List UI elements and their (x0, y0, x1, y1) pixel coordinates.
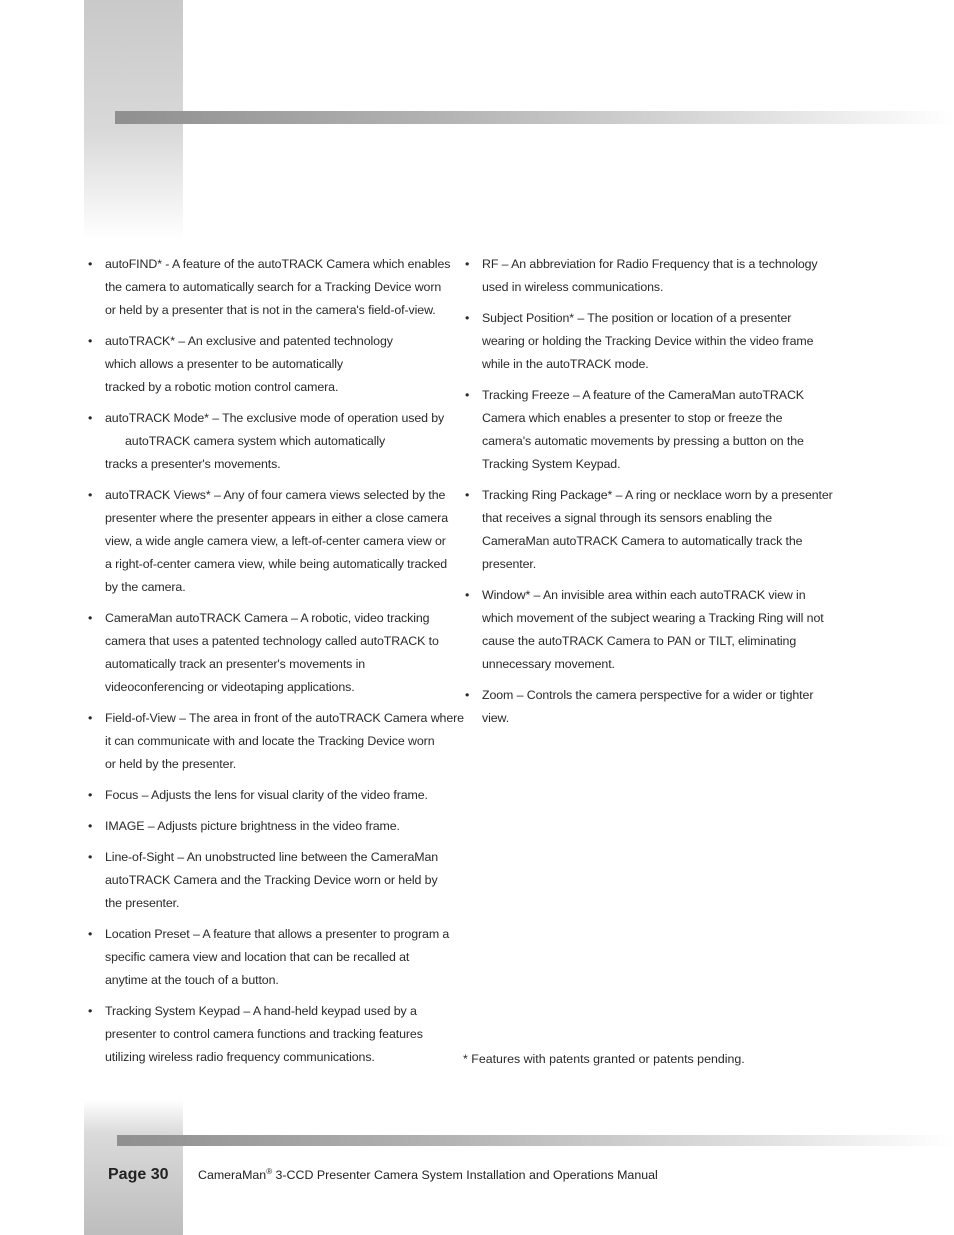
glossary-entry (88, 815, 418, 838)
bullet-icon: • (88, 257, 93, 271)
glossary-definition-line: presenter where the presenter appears in either a close camera (105, 511, 448, 525)
glossary-entry (465, 684, 814, 730)
glossary-left-column (88, 253, 464, 1077)
glossary-right-column (465, 253, 833, 738)
bullet-icon: • (465, 688, 470, 702)
glossary-definition-line: tracks a presenter's movements. (105, 457, 281, 471)
glossary-definition-line: camera's automatic movements by pressing a button on the (482, 434, 804, 448)
glossary-term-line: Window* – An invisible area within each autoTRACK view in (482, 588, 806, 602)
glossary-definition-line: view. (482, 711, 510, 725)
glossary-entry (88, 846, 439, 915)
glossary-entry (88, 484, 448, 599)
patent-footnote: * Features with patents granted or patents pending. (463, 1052, 745, 1066)
glossary-definition-line: automatically track an presenter's movements in (105, 657, 366, 671)
glossary-term-line: RF – An abbreviation for Radio Frequency that is a technology (482, 257, 818, 271)
glossary-definition-line: which allows a presenter to be automatically (105, 357, 344, 371)
bullet-icon: • (88, 334, 93, 348)
glossary-definition-line: the camera to automatically search for a Tracking Device worn (105, 280, 442, 294)
glossary-term-line: Location Preset – A feature that allows a presenter to program a (105, 927, 450, 941)
manual-title-rest: 3-CCD Presenter Camera System Installation and Operations Manual (272, 1168, 658, 1183)
bullet-icon: • (88, 927, 93, 941)
glossary-definition-line: camera that uses a patented technology called autoTRACK to (105, 634, 439, 648)
bullet-icon: • (465, 257, 470, 271)
page-number: Page 30 (108, 1166, 169, 1183)
glossary-entry (465, 384, 804, 476)
glossary-definition-line: CameraMan autoTRACK Camera to automatically track the (482, 534, 803, 548)
glossary-definition-line: Tracking System Keypad. (482, 457, 621, 471)
bullet-icon: • (88, 1004, 93, 1018)
glossary-term-line: Tracking Freeze – A feature of the CameraMan autoTRACK (482, 388, 804, 402)
glossary-definition-line: Camera which enables a presenter to stop or freeze the (482, 411, 783, 425)
glossary-definition-line: tracked by a robotic motion control camera. (105, 380, 339, 394)
glossary-term-line: Focus – Adjusts the lens for visual clarity of the video frame. (105, 788, 428, 802)
glossary-term-line: autoTRACK* – An exclusive and patented technology (105, 334, 393, 348)
glossary-term-line: autoTRACK Views* – Any of four camera views selected by the (105, 488, 446, 502)
glossary-entry (88, 1000, 423, 1069)
glossary-definition-line: presenter to control camera functions and tracking features (105, 1027, 423, 1041)
registered-mark: ® (266, 1167, 273, 1176)
bullet-icon: • (88, 788, 93, 802)
glossary-definition-line: it can communicate with and locate the Tracking Device worn (105, 734, 435, 748)
glossary-term-line: Line-of-Sight – An unobstructed line between the CameraMan (105, 850, 439, 864)
glossary-definition-line: or held by a presenter that is not in the camera's field-of-view. (105, 303, 436, 317)
bullet-icon: • (88, 611, 93, 625)
glossary-entry (465, 307, 814, 376)
glossary-definition-line: autoTRACK Camera and the Tracking Device worn or held by (105, 873, 438, 887)
glossary-entry (465, 484, 833, 576)
glossary-definition-line: that receives a signal through its sensors enabling the (482, 511, 772, 525)
glossary-definition-line: utilizing wireless radio frequency communications. (105, 1050, 375, 1064)
header-gradient-bar (115, 111, 954, 124)
bullet-icon: • (88, 819, 93, 833)
glossary-entry (88, 784, 428, 807)
glossary-term-line: Tracking Ring Package* – A ring or necklace worn by a presenter (482, 488, 833, 502)
glossary-entry (88, 923, 450, 992)
glossary-term-line: autoTRACK Mode* – The exclusive mode of operation used by (105, 411, 445, 425)
footer-gradient-bar (117, 1135, 954, 1146)
glossary-term-line: CameraMan autoTRACK Camera – A robotic, video tracking (105, 611, 430, 625)
bullet-icon: • (88, 850, 93, 864)
glossary-term-line: IMAGE – Adjusts picture brightness in the video frame. (105, 819, 400, 833)
glossary-definition-line: which movement of the subject wearing a Tracking Ring will not (482, 611, 824, 625)
glossary-definition-line: cause the autoTRACK Camera to PAN or TILT, eliminating (482, 634, 797, 648)
bullet-icon: • (465, 388, 470, 402)
glossary-definition-line: by the camera. (105, 580, 186, 594)
manual-title-brand: CameraMan (198, 1168, 267, 1183)
bullet-icon: • (88, 411, 93, 425)
glossary-definition-line: videoconferencing or videotaping applications. (105, 680, 355, 694)
glossary-entry (88, 407, 445, 476)
manual-title (198, 1167, 658, 1182)
glossary-entry (88, 330, 418, 399)
glossary-definition-line: specific camera view and location that can be recalled at (105, 950, 410, 964)
glossary-entry (88, 707, 464, 776)
bullet-icon: • (465, 488, 470, 502)
glossary-definition-line: unnecessary movement. (482, 657, 615, 671)
bullet-icon: • (88, 711, 93, 725)
glossary-entry (88, 253, 451, 322)
bullet-icon: • (88, 488, 93, 502)
glossary-entry (88, 607, 439, 699)
bullet-icon: • (465, 588, 470, 602)
glossary-definition-line: presenter. (482, 557, 537, 571)
glossary-definition-line: a right-of-center camera view, while being automatically tracked (105, 557, 448, 571)
glossary-definition-line: view, a wide angle camera view, a left-of-center camera view or (105, 534, 446, 548)
bullet-icon: • (465, 311, 470, 325)
glossary-entry (465, 253, 818, 299)
glossary-definition-line: anytime at the touch of a button. (105, 973, 279, 987)
glossary-term-line: Tracking System Keypad – A hand-held keypad used by a (105, 1004, 417, 1018)
glossary-definition-line: autoTRACK camera system which automatically (125, 434, 386, 448)
glossary-entry (465, 584, 824, 676)
glossary-term-line: Subject Position* – The position or location of a presenter (482, 311, 792, 325)
glossary-term-line: Zoom – Controls the camera perspective for a wider or tighter (482, 688, 814, 702)
glossary-definition-line: while in the autoTRACK mode. (482, 357, 649, 371)
glossary-term-line: Field-of-View – The area in front of the autoTRACK Camera where (105, 711, 464, 725)
glossary-definition-line: used in wireless communications. (482, 280, 664, 294)
glossary-definition-line: or held by the presenter. (105, 757, 237, 771)
glossary-definition-line: wearing or holding the Tracking Device within the video frame (482, 334, 814, 348)
glossary-term-line: autoFIND* - A feature of the autoTRACK Camera which enables (105, 257, 451, 271)
glossary-definition-line: the presenter. (105, 896, 180, 910)
